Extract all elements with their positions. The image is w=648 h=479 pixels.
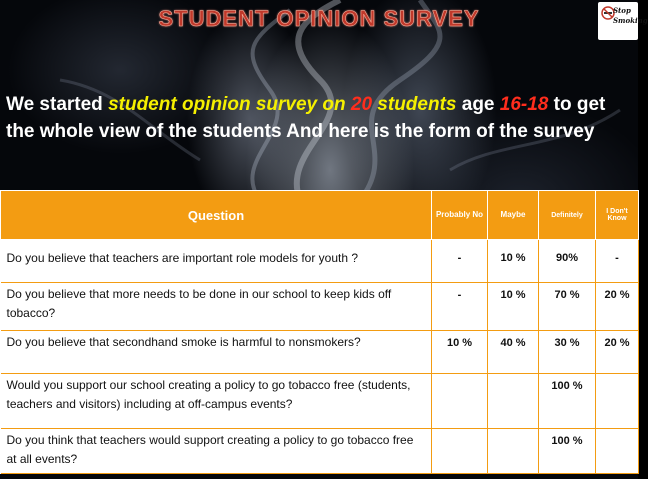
question-cell: Do you believe that more needs to be done in our school to keep kids off tobacco? — [1, 283, 432, 331]
table-row — [1, 240, 639, 283]
survey-table — [0, 190, 639, 474]
intro-age-range: 16-18 — [499, 94, 549, 115]
definitely-cell: 70 % — [539, 283, 596, 331]
intro-part-2: age — [456, 94, 500, 115]
header-probably-no: Probably No — [432, 191, 488, 240]
intro-emphasis-2: students — [372, 94, 457, 115]
intro-text — [6, 91, 634, 145]
stop-smoking-badge — [598, 2, 648, 40]
intro-part-1: We started — [6, 94, 109, 115]
maybe-cell: 10 % — [488, 283, 539, 331]
question-cell: Do you believe that secondhand smoke is harmful to nonsmokers? — [1, 331, 432, 374]
definitely-cell: 100 % — [539, 429, 596, 474]
table-row — [1, 429, 639, 474]
intro-emphasis-1: student opinion survey on — [108, 94, 351, 115]
question-cell: Do you think that teachers would support creating a policy to go tobacco free at all events? — [1, 429, 432, 474]
question-cell: Would you support our school creating a policy to go tobacco free (students, teachers and visitors) including at off-campus events? — [1, 374, 432, 429]
table-row — [1, 374, 639, 429]
badge-line-2: Smoking — [613, 16, 648, 25]
probably-no-cell: 10 % — [432, 331, 488, 374]
maybe-cell: 40 % — [488, 331, 539, 374]
maybe-cell: 10 % — [488, 240, 539, 283]
dont-know-cell — [596, 374, 639, 429]
dont-know-cell: - — [596, 240, 639, 283]
slide-title: STUDENT OPINION SURVEY — [158, 6, 480, 31]
intro-part-3: to get the whole view of the students And here is the form of the survey — [6, 94, 606, 142]
definitely-cell: 30 % — [539, 331, 596, 374]
definitely-cell: 100 % — [539, 374, 596, 429]
probably-no-cell — [432, 374, 488, 429]
header-question: Question — [1, 191, 432, 240]
definitely-cell: 90% — [539, 240, 596, 283]
table-row — [1, 331, 639, 374]
dont-know-cell: 20 % — [596, 283, 639, 331]
question-cell: Do you believe that teachers are important role models for youth ? — [1, 240, 432, 283]
table-row — [1, 283, 639, 331]
maybe-cell — [488, 429, 539, 474]
header-dont-know: I Don't Know — [596, 191, 639, 240]
dont-know-cell — [596, 429, 639, 474]
header-maybe: Maybe — [488, 191, 539, 240]
dont-know-cell: 20 % — [596, 331, 639, 374]
intro-count: 20 — [350, 94, 373, 115]
badge-line-1: Stop — [613, 6, 631, 15]
probably-no-cell: - — [432, 283, 488, 331]
table-header-row — [1, 191, 639, 240]
probably-no-cell — [432, 429, 488, 474]
maybe-cell — [488, 374, 539, 429]
probably-no-cell: - — [432, 240, 488, 283]
header-definitely: Definitely — [539, 191, 596, 240]
